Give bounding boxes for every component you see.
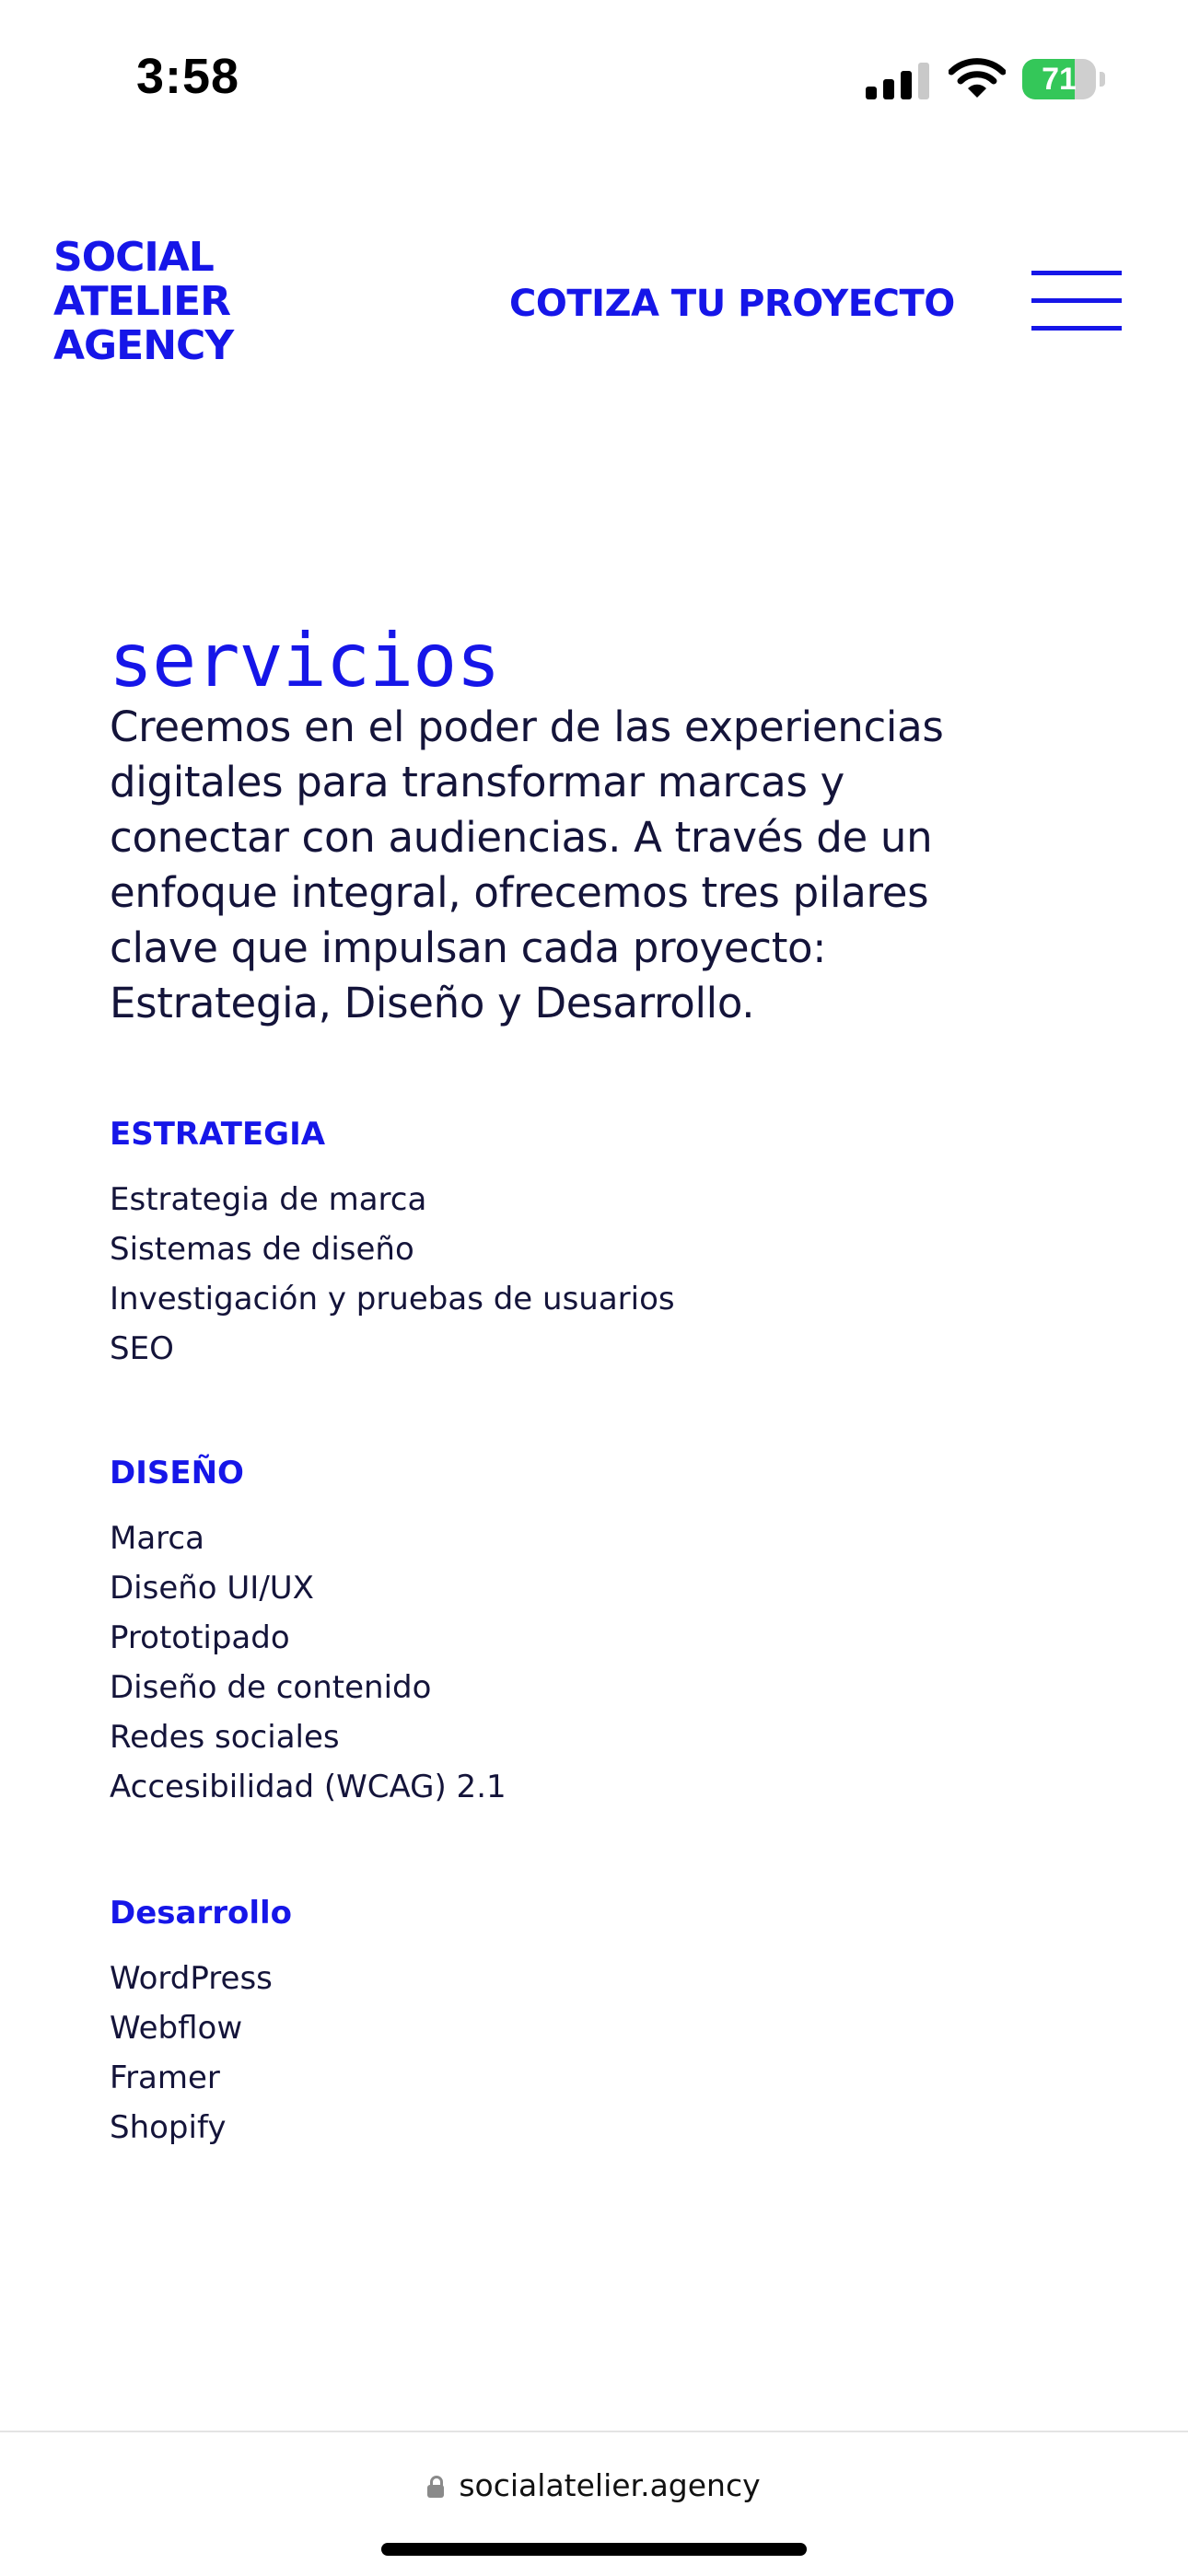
list-item: Sistemas de diseño xyxy=(110,1231,414,1268)
url-text: socialatelier.agency xyxy=(459,2467,761,2503)
logo-line: SOCIAL xyxy=(53,234,214,281)
list-item: Estrategia de marca xyxy=(110,1181,427,1218)
list-item: Framer xyxy=(110,2060,220,2096)
intro-line: digitales para transformar marcas y xyxy=(110,758,844,806)
service-group-diseno xyxy=(110,1453,507,1812)
service-list xyxy=(110,1954,292,2152)
battery-nub xyxy=(1100,72,1105,87)
intro-line: conectar con audiencias. A través de un xyxy=(110,813,933,862)
list-item: Accesibilidad (WCAG) 2.1 xyxy=(110,1769,507,1805)
service-group-desarrollo xyxy=(110,1893,292,2152)
status-bar xyxy=(0,0,1188,157)
group-title: DISEÑO xyxy=(110,1455,244,1491)
list-item: Redes sociales xyxy=(110,1719,340,1756)
list-item: Investigación y pruebas de usuarios xyxy=(110,1281,675,1317)
logo-line: ATELIER xyxy=(53,278,231,325)
list-item: WordPress xyxy=(110,1960,273,1997)
battery-icon xyxy=(1022,59,1096,99)
service-list xyxy=(110,1175,675,1374)
list-item: Marca xyxy=(110,1520,204,1557)
group-title: Desarrollo xyxy=(110,1895,293,1932)
intro-paragraph xyxy=(110,700,1113,1031)
home-indicator[interactable] xyxy=(381,2543,807,2556)
list-item: Diseño de contenido xyxy=(110,1669,432,1706)
page-title: servicios xyxy=(109,618,500,703)
intro-line: Creemos en el poder de las experiencias xyxy=(110,702,944,751)
list-item: Prototipado xyxy=(110,1619,290,1656)
list-item: Diseño UI/UX xyxy=(110,1570,314,1607)
service-list xyxy=(110,1514,507,1812)
group-title: ESTRATEGIA xyxy=(110,1116,326,1153)
logo-line: AGENCY xyxy=(53,322,234,369)
list-item: Webflow xyxy=(110,2010,243,2047)
intro-line: Estrategia, Diseño y Desarrollo. xyxy=(110,979,755,1027)
cellular-signal-icon xyxy=(866,61,930,99)
intro-line: clave que impulsan cada proyecto: xyxy=(110,923,827,972)
url-display[interactable] xyxy=(0,2466,1188,2506)
list-item: Shopify xyxy=(110,2109,227,2146)
battery-percent: 71 xyxy=(1042,62,1077,97)
lock-icon xyxy=(427,2476,444,2498)
status-time: 3:58 xyxy=(136,49,240,104)
hamburger-menu-icon[interactable] xyxy=(1031,267,1122,333)
list-item: SEO xyxy=(110,1330,174,1367)
site-logo[interactable] xyxy=(53,236,233,368)
service-group-estrategia xyxy=(110,1114,675,1374)
wifi-icon xyxy=(949,57,1006,99)
quote-project-link[interactable]: COTIZA TU PROYECTO xyxy=(509,283,955,325)
intro-line: enfoque integral, ofrecemos tres pilares xyxy=(110,868,929,917)
